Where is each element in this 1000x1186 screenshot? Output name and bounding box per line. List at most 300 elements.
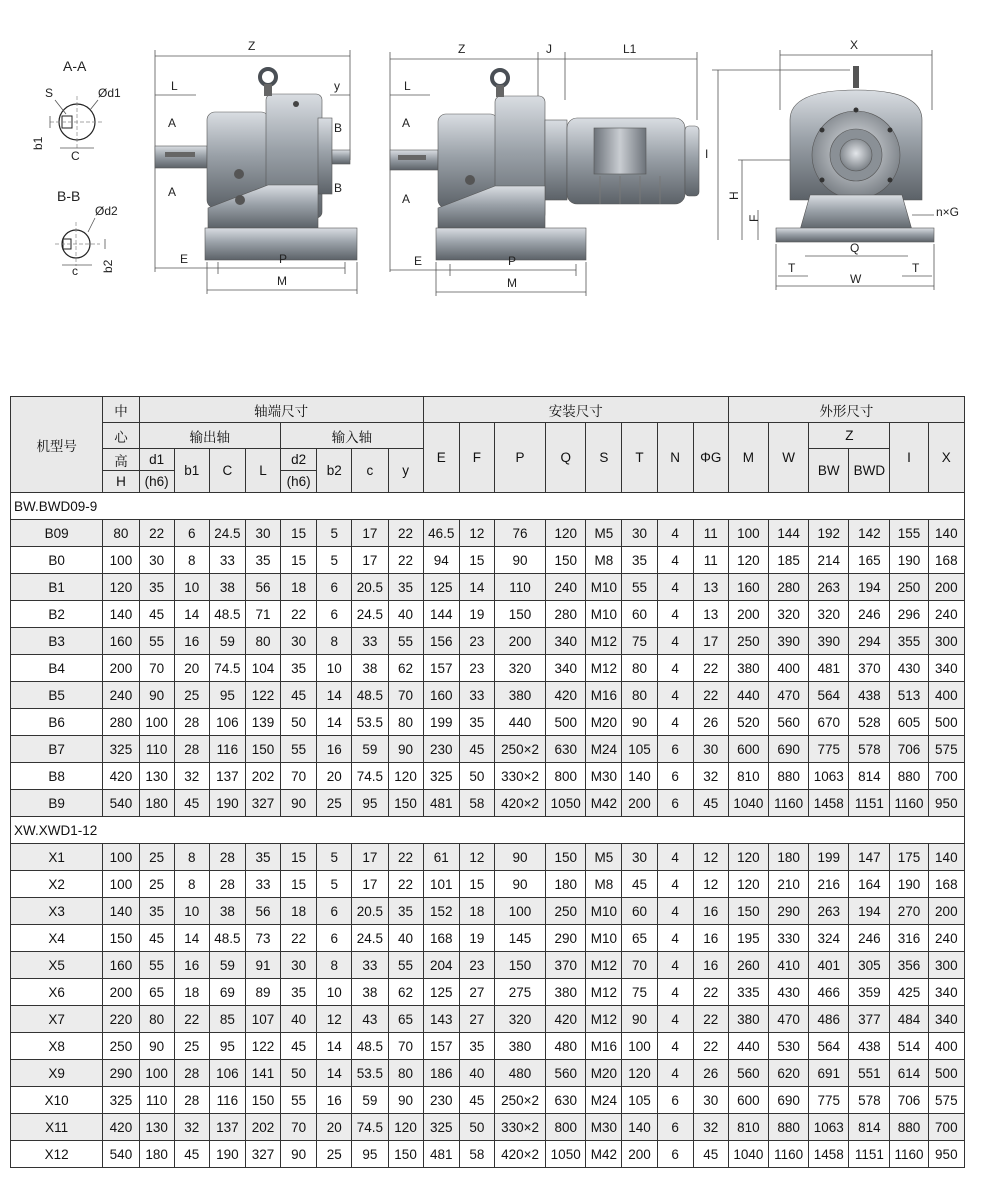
- value-cell: 500: [546, 709, 586, 736]
- value-cell: 950: [928, 1141, 964, 1168]
- value-cell: 4: [657, 979, 693, 1006]
- model-cell: X5: [11, 952, 103, 979]
- value-cell: 100: [494, 898, 545, 925]
- value-cell: 33: [459, 682, 494, 709]
- model-cell: X7: [11, 1006, 103, 1033]
- value-cell: 95: [352, 1141, 388, 1168]
- value-cell: 1040: [728, 1141, 768, 1168]
- value-cell: 100: [139, 1060, 174, 1087]
- value-cell: 4: [657, 682, 693, 709]
- value-cell: 6: [317, 601, 352, 628]
- header-center-height-1: 中: [103, 397, 139, 423]
- value-cell: 48.5: [352, 682, 388, 709]
- header-d1-tol: (h6): [139, 471, 174, 493]
- value-cell: 484: [890, 1006, 928, 1033]
- value-cell: 18: [281, 574, 317, 601]
- value-cell: 17: [352, 844, 388, 871]
- value-cell: 420: [546, 682, 586, 709]
- model-cell: B8: [11, 763, 103, 790]
- value-cell: 578: [849, 1087, 890, 1114]
- value-cell: 6: [657, 1141, 693, 1168]
- value-cell: 564: [809, 682, 849, 709]
- header-output-shaft: 输出轴: [139, 423, 281, 449]
- value-cell: 16: [693, 925, 728, 952]
- value-cell: 320: [769, 601, 809, 628]
- value-cell: 22: [139, 520, 174, 547]
- value-cell: 4: [657, 1060, 693, 1087]
- table-row: [11, 1114, 965, 1141]
- header-model: 机型号: [11, 397, 103, 493]
- value-cell: 25: [174, 682, 209, 709]
- value-cell: 157: [423, 655, 459, 682]
- value-cell: 55: [388, 628, 423, 655]
- dimension-drawing-svg: [0, 0, 1000, 360]
- value-cell: 74.5: [352, 763, 388, 790]
- value-cell: 324: [809, 925, 849, 952]
- group-name: BW.BWD09-9: [11, 493, 965, 520]
- value-cell: 164: [849, 871, 890, 898]
- value-cell: 30: [622, 520, 657, 547]
- value-cell: 560: [769, 709, 809, 736]
- value-cell: 8: [174, 871, 209, 898]
- value-cell: 90: [494, 871, 545, 898]
- value-cell: 90: [622, 709, 657, 736]
- value-cell: 14: [317, 1060, 352, 1087]
- value-cell: 4: [657, 574, 693, 601]
- value-cell: 1458: [809, 790, 849, 817]
- value-cell: M20: [586, 709, 622, 736]
- value-cell: 380: [728, 1006, 768, 1033]
- value-cell: 116: [209, 736, 245, 763]
- value-cell: 143: [423, 1006, 459, 1033]
- value-cell: 5: [317, 547, 352, 574]
- value-cell: 35: [281, 655, 317, 682]
- value-cell: M5: [586, 844, 622, 871]
- value-cell: 204: [423, 952, 459, 979]
- value-cell: 8: [317, 628, 352, 655]
- table-row: [11, 520, 965, 547]
- value-cell: 45: [139, 601, 174, 628]
- value-cell: 200: [928, 898, 964, 925]
- value-cell: 690: [769, 1087, 809, 1114]
- value-cell: 199: [809, 844, 849, 871]
- value-cell: 22: [693, 682, 728, 709]
- value-cell: 240: [928, 601, 964, 628]
- value-cell: 16: [693, 898, 728, 925]
- value-cell: M42: [586, 1141, 622, 1168]
- value-cell: 380: [728, 655, 768, 682]
- value-cell: 33: [209, 547, 245, 574]
- model-cell: B2: [11, 601, 103, 628]
- value-cell: 16: [317, 736, 352, 763]
- value-cell: 263: [809, 574, 849, 601]
- value-cell: 775: [809, 736, 849, 763]
- header-center-height-4: H: [103, 471, 139, 493]
- value-cell: 35: [281, 979, 317, 1006]
- value-cell: 35: [245, 547, 280, 574]
- group-row: [11, 493, 965, 520]
- value-cell: 12: [459, 844, 494, 871]
- value-cell: 45: [174, 790, 209, 817]
- value-cell: 165: [849, 547, 890, 574]
- value-cell: 61: [423, 844, 459, 871]
- model-cell: B1: [11, 574, 103, 601]
- value-cell: 48.5: [209, 925, 245, 952]
- value-cell: 481: [423, 790, 459, 817]
- value-cell: 70: [388, 1033, 423, 1060]
- value-cell: 75: [622, 979, 657, 1006]
- value-cell: 1160: [769, 790, 809, 817]
- value-cell: 377: [849, 1006, 890, 1033]
- value-cell: 199: [423, 709, 459, 736]
- value-cell: 296: [890, 601, 928, 628]
- value-cell: 359: [849, 979, 890, 1006]
- value-cell: 513: [890, 682, 928, 709]
- value-cell: 670: [809, 709, 849, 736]
- value-cell: 10: [174, 898, 209, 925]
- value-cell: 11: [693, 520, 728, 547]
- value-cell: 28: [209, 844, 245, 871]
- value-cell: 50: [281, 709, 317, 736]
- table-row: [11, 763, 965, 790]
- label-f: F: [747, 214, 761, 222]
- value-cell: 14: [459, 574, 494, 601]
- header-input-shaft: 输入轴: [281, 423, 424, 449]
- value-cell: 15: [281, 547, 317, 574]
- value-cell: 120: [388, 1114, 423, 1141]
- value-cell: 12: [693, 871, 728, 898]
- header-d2-tol: (h6): [281, 471, 317, 493]
- value-cell: 438: [849, 682, 890, 709]
- label-a-top: A: [168, 116, 177, 130]
- value-cell: 140: [103, 601, 139, 628]
- section-aa-view: [31, 58, 121, 163]
- value-cell: 30: [139, 547, 174, 574]
- value-cell: 481: [809, 655, 849, 682]
- value-cell: 150: [245, 736, 280, 763]
- value-cell: 175: [890, 844, 928, 871]
- value-cell: 140: [622, 1114, 657, 1141]
- header-e: E: [423, 423, 459, 493]
- table-row: [11, 1087, 965, 1114]
- value-cell: 100: [103, 844, 139, 871]
- header-x: X: [928, 423, 964, 493]
- value-cell: 150: [388, 790, 423, 817]
- value-cell: 530: [769, 1033, 809, 1060]
- model-cell: X4: [11, 925, 103, 952]
- value-cell: 25: [317, 790, 352, 817]
- section-bb-view: [55, 188, 118, 278]
- value-cell: 356: [890, 952, 928, 979]
- table-row: [11, 547, 965, 574]
- value-cell: 18: [174, 979, 209, 1006]
- value-cell: 4: [657, 628, 693, 655]
- value-cell: 80: [622, 655, 657, 682]
- value-cell: 200: [103, 655, 139, 682]
- value-cell: 74.5: [352, 1114, 388, 1141]
- value-cell: 325: [423, 1114, 459, 1141]
- value-cell: 240: [546, 574, 586, 601]
- value-cell: 30: [281, 952, 317, 979]
- label-b1: b1: [31, 136, 45, 150]
- label-l: L: [171, 79, 178, 93]
- value-cell: 880: [890, 763, 928, 790]
- value-cell: 6: [657, 1087, 693, 1114]
- group-name: XW.XWD1-12: [11, 817, 965, 844]
- value-cell: 630: [546, 736, 586, 763]
- value-cell: 55: [281, 736, 317, 763]
- header-l: L: [245, 449, 280, 493]
- value-cell: 35: [459, 1033, 494, 1060]
- table-row: [11, 709, 965, 736]
- label-nxg: n×G: [936, 205, 960, 219]
- value-cell: 60: [622, 898, 657, 925]
- model-cell: B09: [11, 520, 103, 547]
- value-cell: 190: [890, 871, 928, 898]
- value-cell: 327: [245, 1141, 280, 1168]
- dimension-table: [10, 396, 965, 1168]
- value-cell: 180: [546, 871, 586, 898]
- model-cell: B0: [11, 547, 103, 574]
- gearbox-side-view: [155, 39, 357, 294]
- value-cell: 28: [209, 871, 245, 898]
- value-cell: 22: [174, 1006, 209, 1033]
- value-cell: 1050: [546, 1141, 586, 1168]
- value-cell: 25: [174, 1033, 209, 1060]
- value-cell: 56: [245, 898, 280, 925]
- value-cell: 156: [423, 628, 459, 655]
- value-cell: 13: [693, 574, 728, 601]
- value-cell: 200: [728, 601, 768, 628]
- value-cell: 15: [459, 547, 494, 574]
- value-cell: 32: [174, 1114, 209, 1141]
- value-cell: 200: [494, 628, 545, 655]
- value-cell: 6: [317, 925, 352, 952]
- section-aa-title: A-A: [63, 58, 87, 74]
- label-m: M: [277, 274, 287, 288]
- value-cell: 528: [849, 709, 890, 736]
- value-cell: 220: [103, 1006, 139, 1033]
- value-cell: 246: [849, 601, 890, 628]
- value-cell: 65: [622, 925, 657, 952]
- value-cell: 95: [209, 1033, 245, 1060]
- label-p2: P: [508, 254, 517, 268]
- label-j: J: [546, 42, 552, 56]
- value-cell: 120: [546, 520, 586, 547]
- value-cell: 1458: [809, 1141, 849, 1168]
- value-cell: 74.5: [209, 655, 245, 682]
- value-cell: 14: [317, 709, 352, 736]
- value-cell: 4: [657, 844, 693, 871]
- value-cell: 90: [622, 1006, 657, 1033]
- value-cell: 270: [890, 898, 928, 925]
- value-cell: 200: [103, 979, 139, 1006]
- value-cell: M16: [586, 1033, 622, 1060]
- value-cell: 24.5: [352, 601, 388, 628]
- table-row: [11, 898, 965, 925]
- value-cell: 59: [352, 736, 388, 763]
- label-c-upper: C: [71, 149, 80, 163]
- value-cell: 62: [388, 979, 423, 1006]
- value-cell: 380: [494, 682, 545, 709]
- value-cell: 551: [849, 1060, 890, 1087]
- value-cell: 40: [459, 1060, 494, 1087]
- label-b-bottom: B: [334, 181, 343, 195]
- value-cell: 600: [728, 736, 768, 763]
- value-cell: 35: [388, 574, 423, 601]
- gearbox-motor-side-view: [390, 42, 699, 296]
- value-cell: 18: [459, 898, 494, 925]
- value-cell: 58: [459, 1141, 494, 1168]
- header-center-height-3: 高: [103, 449, 139, 471]
- value-cell: 880: [890, 1114, 928, 1141]
- value-cell: 246: [849, 925, 890, 952]
- value-cell: 157: [423, 1033, 459, 1060]
- value-cell: 104: [245, 655, 280, 682]
- header-i: I: [890, 423, 928, 493]
- value-cell: 150: [546, 547, 586, 574]
- value-cell: M24: [586, 736, 622, 763]
- value-cell: 10: [317, 979, 352, 1006]
- label-l2: L: [404, 79, 411, 93]
- label-d2: Ød2: [95, 204, 118, 218]
- table-row: [11, 601, 965, 628]
- value-cell: 240: [928, 925, 964, 952]
- value-cell: M12: [586, 628, 622, 655]
- value-cell: 50: [459, 1114, 494, 1141]
- value-cell: M20: [586, 1060, 622, 1087]
- value-cell: 316: [890, 925, 928, 952]
- label-w: W: [850, 272, 862, 286]
- value-cell: 1151: [849, 790, 890, 817]
- value-cell: 1151: [849, 1141, 890, 1168]
- value-cell: 305: [849, 952, 890, 979]
- value-cell: 24.5: [352, 925, 388, 952]
- value-cell: 420×2: [494, 790, 545, 817]
- value-cell: 150: [388, 1141, 423, 1168]
- value-cell: 22: [281, 925, 317, 952]
- value-cell: 186: [423, 1060, 459, 1087]
- value-cell: 420: [103, 1114, 139, 1141]
- value-cell: 20.5: [352, 898, 388, 925]
- value-cell: 30: [693, 736, 728, 763]
- value-cell: 8: [317, 952, 352, 979]
- value-cell: 240: [103, 682, 139, 709]
- value-cell: 35: [139, 898, 174, 925]
- value-cell: 263: [809, 898, 849, 925]
- value-cell: 6: [174, 520, 209, 547]
- value-cell: 4: [657, 601, 693, 628]
- value-cell: 55: [139, 628, 174, 655]
- header-q: Q: [546, 423, 586, 493]
- value-cell: 35: [139, 574, 174, 601]
- value-cell: 106: [209, 1060, 245, 1087]
- value-cell: 45: [459, 1087, 494, 1114]
- value-cell: 35: [245, 844, 280, 871]
- value-cell: 335: [728, 979, 768, 1006]
- value-cell: 500: [928, 1060, 964, 1087]
- value-cell: 56: [245, 574, 280, 601]
- value-cell: 80: [139, 1006, 174, 1033]
- value-cell: 294: [849, 628, 890, 655]
- value-cell: 46.5: [423, 520, 459, 547]
- value-cell: 48.5: [352, 1033, 388, 1060]
- value-cell: 30: [622, 844, 657, 871]
- model-cell: X11: [11, 1114, 103, 1141]
- value-cell: 19: [459, 601, 494, 628]
- model-cell: X8: [11, 1033, 103, 1060]
- value-cell: 330×2: [494, 763, 545, 790]
- value-cell: 28: [174, 1060, 209, 1087]
- value-cell: 140: [103, 898, 139, 925]
- value-cell: 55: [281, 1087, 317, 1114]
- value-cell: 43: [352, 1006, 388, 1033]
- value-cell: 70: [388, 682, 423, 709]
- value-cell: 330: [769, 925, 809, 952]
- value-cell: 4: [657, 1033, 693, 1060]
- table-header: [11, 397, 965, 493]
- value-cell: 1160: [890, 790, 928, 817]
- value-cell: 330×2: [494, 1114, 545, 1141]
- label-h: H: [727, 191, 741, 200]
- value-cell: 150: [546, 844, 586, 871]
- value-cell: 810: [728, 763, 768, 790]
- value-cell: 190: [209, 790, 245, 817]
- value-cell: 564: [809, 1033, 849, 1060]
- value-cell: 340: [928, 655, 964, 682]
- value-cell: 8: [174, 547, 209, 574]
- value-cell: 17: [693, 628, 728, 655]
- value-cell: 25: [139, 844, 174, 871]
- value-cell: 1040: [728, 790, 768, 817]
- value-cell: 80: [388, 1060, 423, 1087]
- value-cell: 45: [139, 925, 174, 952]
- model-cell: X6: [11, 979, 103, 1006]
- value-cell: 578: [849, 736, 890, 763]
- value-cell: 340: [928, 1006, 964, 1033]
- value-cell: 950: [928, 790, 964, 817]
- value-cell: 575: [928, 1087, 964, 1114]
- value-cell: 14: [174, 925, 209, 952]
- value-cell: 140: [622, 763, 657, 790]
- label-b2: b2: [101, 259, 115, 273]
- value-cell: 194: [849, 574, 890, 601]
- value-cell: 20.5: [352, 574, 388, 601]
- value-cell: 190: [890, 547, 928, 574]
- value-cell: 250: [728, 628, 768, 655]
- model-cell: B4: [11, 655, 103, 682]
- label-p: P: [279, 252, 288, 266]
- model-cell: X1: [11, 844, 103, 871]
- value-cell: 91: [245, 952, 280, 979]
- value-cell: 5: [317, 871, 352, 898]
- value-cell: 250: [890, 574, 928, 601]
- value-cell: 200: [622, 1141, 657, 1168]
- value-cell: 89: [245, 979, 280, 1006]
- value-cell: 1063: [809, 763, 849, 790]
- value-cell: M5: [586, 520, 622, 547]
- value-cell: 320: [809, 601, 849, 628]
- value-cell: 155: [890, 520, 928, 547]
- value-cell: 60: [622, 601, 657, 628]
- value-cell: 110: [139, 1087, 174, 1114]
- value-cell: 22: [693, 655, 728, 682]
- value-cell: M30: [586, 763, 622, 790]
- value-cell: 6: [657, 790, 693, 817]
- label-q: Q: [850, 241, 860, 255]
- value-cell: 10: [317, 655, 352, 682]
- value-cell: 320: [494, 1006, 545, 1033]
